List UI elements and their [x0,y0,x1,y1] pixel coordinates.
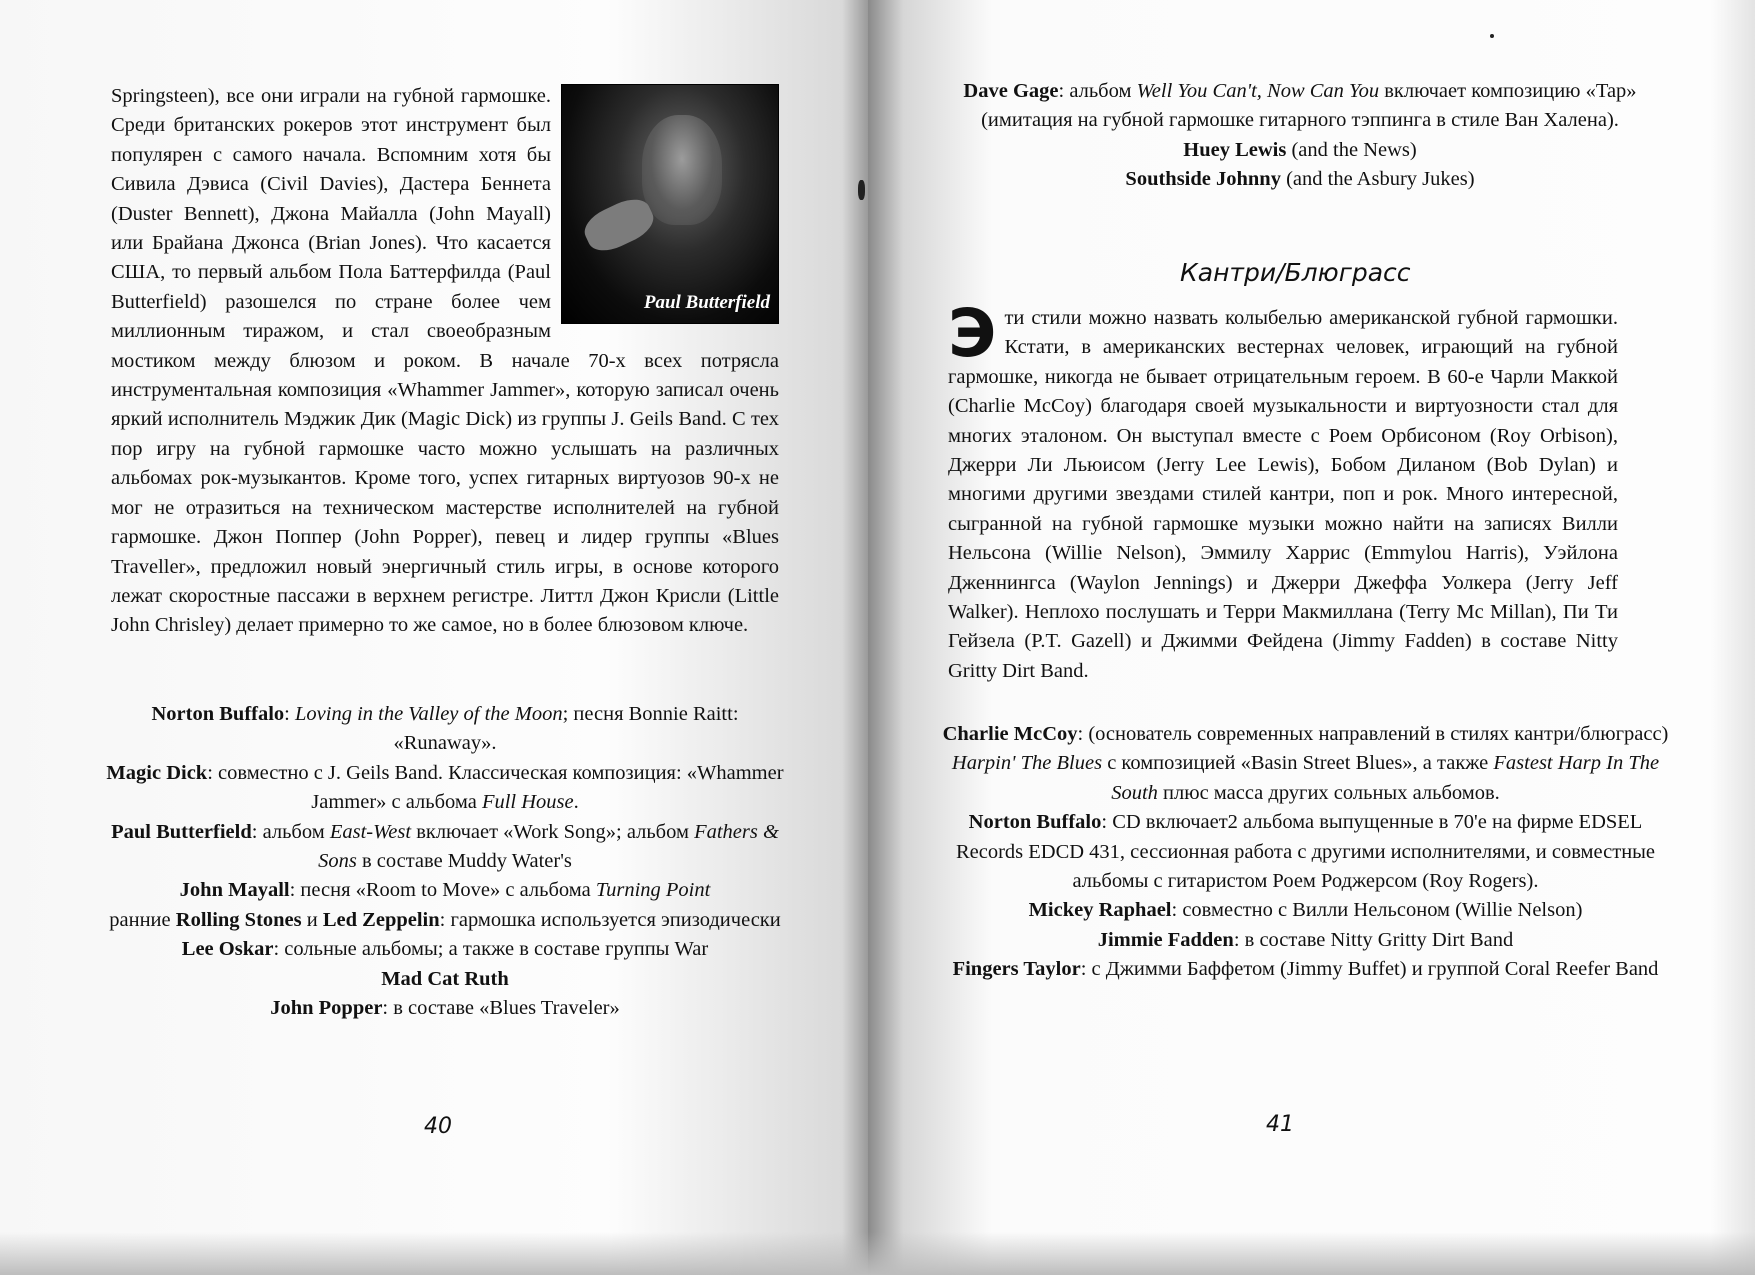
artist-name: Charlie McCoy [942,723,1078,745]
photo-face [642,115,722,225]
artist-name: Led Zeppelin [322,908,440,931]
entry-norton-buffalo-right: Norton Buffalo: CD включает2 альбома выпущенные в 70'е на фирме EDSEL Records EDCD 431, сессионная работа с другими исполнителями, и совместные альбомы с гитаристом Роем Роджерсом (Roy Rogers). [955,811,1656,893]
artist-name: Lee Oskar [181,938,274,961]
entry-mickey-raphael: Mickey Raphael: совместно с Вилли Нельсоном (Willie Nelson) [1028,899,1583,922]
scan-speck [1490,34,1494,38]
artist-name: Norton Buffalo [151,703,285,725]
album-title: Fastest Harp In The South [1111,752,1660,804]
album-title: Turning Point [595,879,711,902]
artist-name: Jimmie Fadden [1097,928,1234,951]
artist-name: John Mayall [179,879,290,902]
paul-butterfield-photo [561,84,779,324]
entry-rolling-stones-led-zeppelin: ранние Rolling Stones и Led Zeppelin: гармошка используется эпизодически [109,908,781,931]
body-text: ти стили можно назвать колыбелью американской губной гармошки. Кстати, в американских вестернах человек, играющий на губной гармошке, никогда не бывает отрицательным героем. В 60-е Чарли Маккой (Charlie McCoy) благодаря своей музыкальности и виртуозности стал для многих эталоном. Он выступал вместе с Роем Орбисоном (Roy Orbison), Джерри Ли Льюисом (Jerry Lee Lewis), Бобом Диланом (Bob Dylan) и многими другими звездами стилей кантри, поп и рок. Много интересной, сыгранной на губной гармошке музыки можно найти на записях Вилли Нельсона (Willie Nelson), Эммилу Харрис (Emmylou Harris), Уэйлона Дженнингса (Waylon Jennings) и Джерри Джеффа Уолкера (Jerry Jeff Walker). Неплохо послушать и Терри Макмиллана (Terry Mc Millan), Пи Ти Гейзела (P.T. Gazell) и Джимми Фейдена (Jimmy Fadden) в составе Nitty Gritty Dirt Band. [948,307,1618,682]
left-intro-block [111,82,779,641]
artist-name: Mad Cat Ruth [381,967,509,990]
binding-mark [858,180,865,200]
drop-cap: Э [948,295,997,372]
left-artist-list [100,700,790,1023]
artist-name: Huey Lewis [1183,138,1287,161]
artist-name: Paul Butterfield [111,820,252,843]
album-title: Loving in the Valley of the Moon [295,703,563,725]
right-artist-list [938,720,1673,985]
album-title: Well You Can't, Now Can You [1136,80,1380,102]
page-number-right: 41 [1266,1112,1294,1137]
page-number-left: 40 [424,1114,452,1139]
entry-john-mayall: John Mayall: песня «Room to Move» с альбома Turning Point [179,879,711,902]
entry-huey-lewis: Huey Lewis (and the News) [1183,138,1417,161]
right-top-list [940,77,1660,195]
artist-name: Fingers Taylor [952,958,1081,981]
entry-fingers-taylor: Fingers Taylor: с Джимми Баффетом (Jimmy Buffet) и группой Coral Reefer Band [952,958,1659,981]
entry-dave-gage: Dave Gage: альбом Well You Can't, Now Can You включает композицию «Tap» (имитация на губной гармошке гитарного тэппинга в стиле Ван Халена). [963,80,1637,132]
album-title: Fathers & Sons [318,820,779,873]
artist-name: Magic Dick [106,761,208,784]
artist-name: Mickey Raphael [1028,899,1172,922]
scan-shadow [0,1232,1755,1275]
album-title: East-West [329,820,412,843]
entry-john-popper: John Popper: в составе «Blues Traveler» [270,997,620,1020]
entry-norton-buffalo-left: Norton Buffalo: Loving in the Valley of the Moon; песня Bonnie Raitt: «Runaway». [151,703,739,755]
album-title: Full House [481,791,574,814]
country-bluegrass-body [948,295,1618,686]
entry-mad-cat-ruth [100,965,790,994]
entry-magic-dick: Magic Dick: совместно с J. Geils Band. Классическая композиция: «Whammer Jammer» с альбома Full House. [106,761,784,814]
artist-name: Rolling Stones [175,908,302,931]
artist-name: Dave Gage [963,80,1059,102]
left-intro-text: Springsteen), все они играли на губной гармошке. Среди британских рокеров этот инструмент был популярен с самого начала. Вспомним хотя бы Сивила Дэвиса (Civil Davies), Дастера Беннета (Duster Bennett), Джона Майалла (John Mayall) или Брайана Джонса (Brian Jones). Что касается США, то первый альбом Пола Баттерфилда (Paul Butterfield) разошелся по стране более чем миллионным тиражом, и стал своеобразным мостиком между блюзом и роком. В начале 70-х всех потрясла инструментальная композиция «Whammer Jammer», которую записал очень яркий исполнитель Мэджик Дик (Magic Dick) из группы J. Geils Band. С тех пор игру на губной гармошке часто можно услышать на различных альбомах рок-музыкантов. Кроме того, успех гитарных виртуозов 90-х не мог не отразиться на техническом мастерстве исполнителей на губной гармошке. Джон Поппер (John Popper), певец и лидер группы «Blues Traveller», предложил новый энергичный стиль игры, в основе которого лежат скоростные пассажи в верхнем регистре. Литтл Джон Крисли (Little John Chrisley) делает примерно то же самое, но в более блюзовом ключе. [111,85,779,637]
photo-caption: Paul Butterfield [643,291,770,313]
entry-jimmie-fadden: Jimmie Fadden: в составе Nitty Gritty Dirt Band [1097,928,1514,951]
artist-name: Southside Johnny [1125,168,1281,191]
entry-charlie-mccoy: Charlie McCoy: (основатель современных направлений в стилях кантри/блюграсс) Harpin' The Blues с композицией «Basin Street Blues», а также Fastest Harp In The South плюс масса других сольных альбомов. [942,723,1669,804]
entry-southside-johnny: Southside Johnny (and the Asbury Jukes) [1125,168,1475,191]
entry-paul-butterfield: Paul Butterfield: альбом East-West включает «Work Song»; альбом Fathers & Sons в составе Muddy Water's [111,820,779,873]
section-heading: Кантри/Блюграсс [1180,258,1411,287]
entry-lee-oskar: Lee Oskar: сольные альбомы; а также в составе группы War [181,938,709,961]
artist-name: Norton Buffalo [968,811,1102,834]
album-title: Harpin' The Blues [951,752,1103,775]
artist-name: John Popper [270,997,383,1020]
